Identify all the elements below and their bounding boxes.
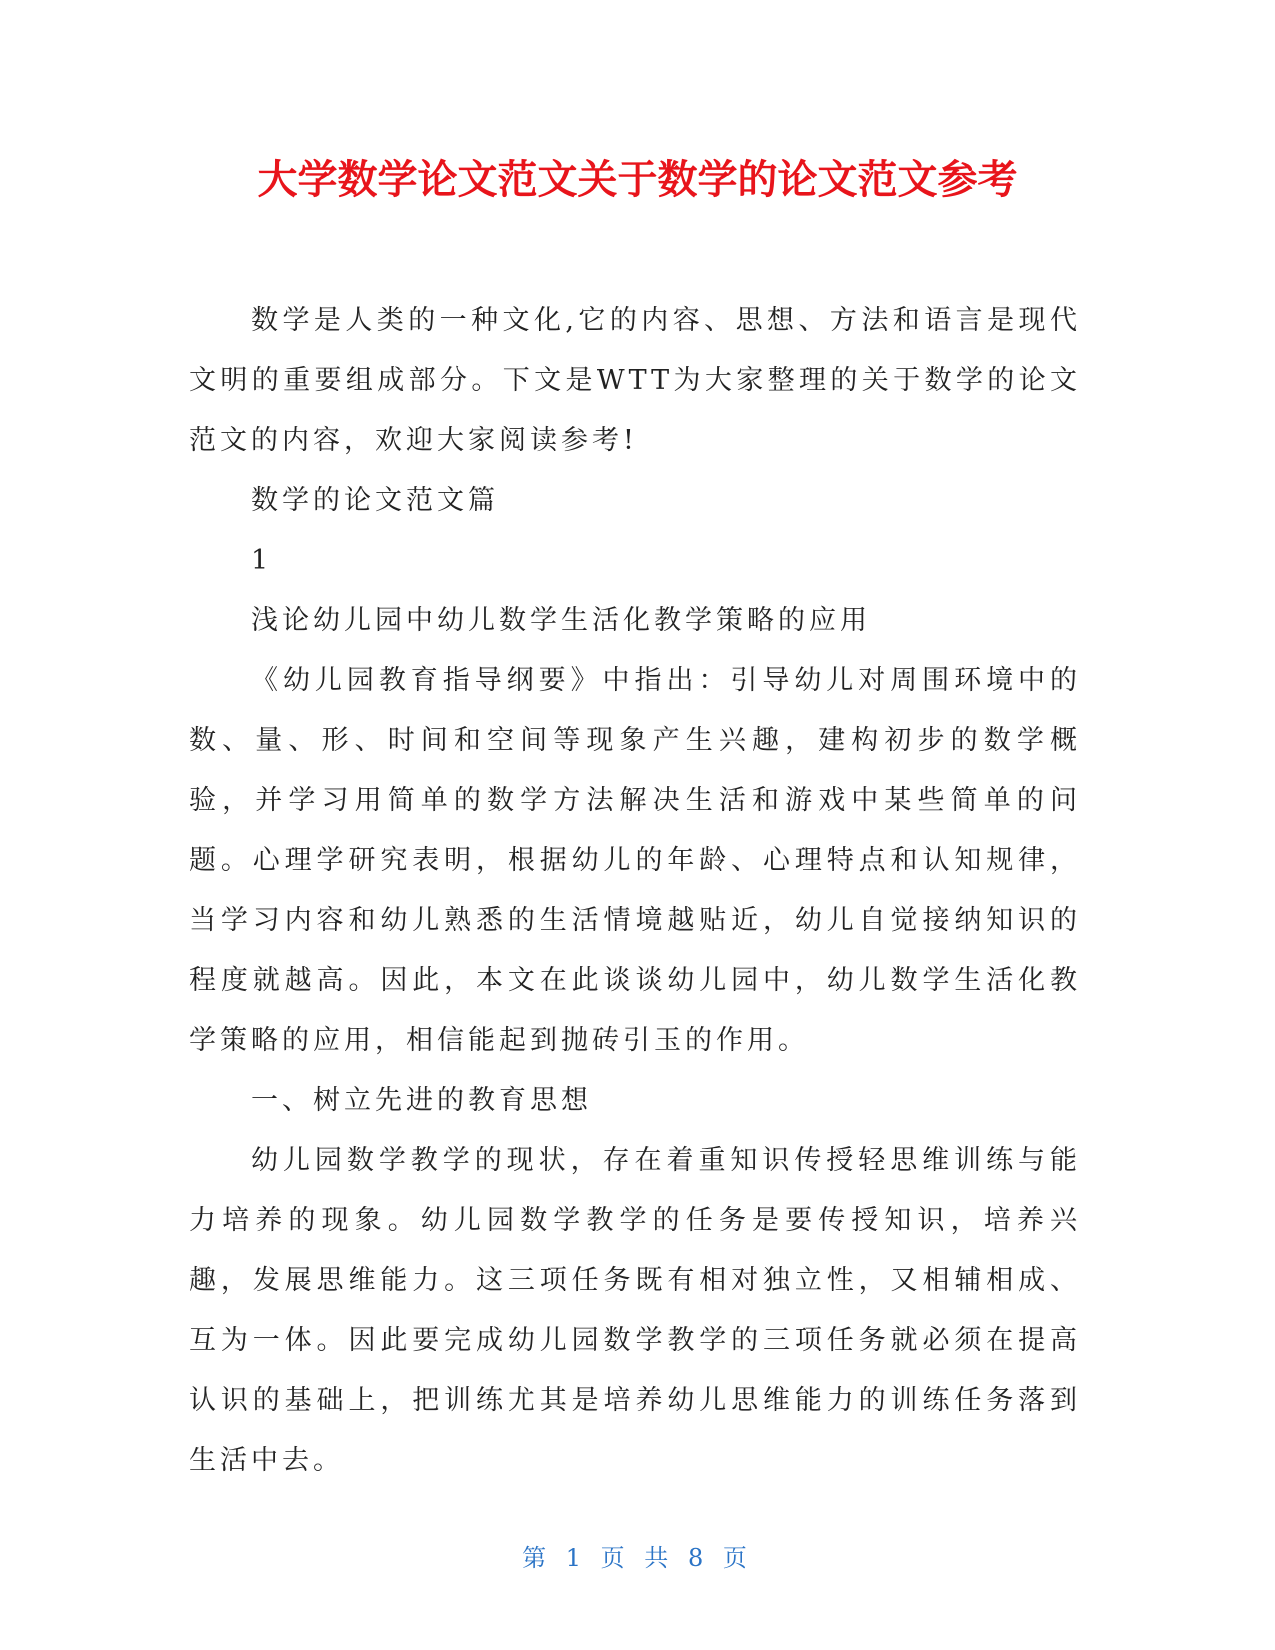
paragraph-section-number: 1 bbox=[251, 545, 273, 576]
paragraph-heading-1: 一、树立先进的教育思想 bbox=[251, 1085, 592, 1116]
paragraph-body-1: 《幼儿园教育指导纲要》中指出：引导幼儿对周围环境中的数、量、形、时间和空间等现象产生兴趣，建构初步的数学概验，并学习用简单的数学方法解决生活和游戏中某些简单的问题。心理学研究表明，根据幼儿的年龄、心理特点和认知规律，当学习内容和幼儿熟悉的生活情境越贴近，幼儿自觉接纳知识的程度就越高。因此，本文在此谈谈幼儿园中，幼儿数学生活化教学策略的应用，相信能起到抛砖引玉的作用。 bbox=[189, 665, 1081, 1056]
page-number-label: 第 1 页 共 8 页 bbox=[522, 1544, 753, 1572]
document-body bbox=[189, 291, 1081, 1491]
document-title: 大学数学论文范文关于数学的论文范文参考 bbox=[257, 157, 1018, 203]
page-footer bbox=[0, 1540, 1275, 1576]
paragraph-section-heading: 数学的论文范文篇 bbox=[251, 485, 499, 516]
paragraph-body-2: 幼儿园数学教学的现状，存在着重知识传授轻思维训练与能力培养的现象。幼儿园数学教学的任务是要传授知识，培养兴趣，发展思维能力。这三项任务既有相对独立性，又相辅相成、互为一体。因此要完成幼儿园数学教学的三项任务就必须在提高认识的基础上，把训练尤其是培养幼儿思维能力的训练任务落到生活中去。 bbox=[189, 1145, 1081, 1476]
paragraph-intro: 数学是人类的一种文化,它的内容、思想、方法和语言是现代文明的重要组成部分。下文是WTT为大家整理的关于数学的论文范文的内容，欢迎大家阅读参考! bbox=[189, 305, 1081, 456]
paragraph-article-title: 浅论幼儿园中幼儿数学生活化教学策略的应用 bbox=[251, 605, 871, 636]
